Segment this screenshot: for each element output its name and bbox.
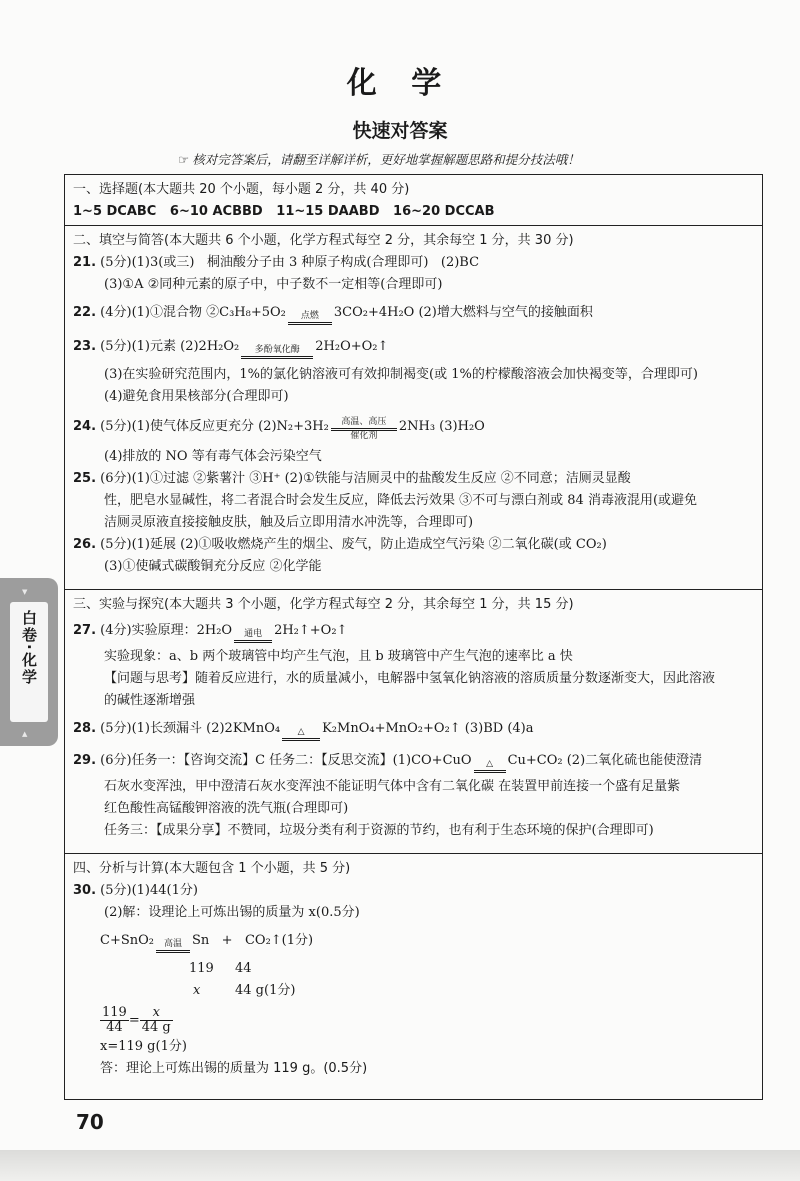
q29-line1: 29. (6分)任务一：【咨询交流】C 任务二：【反思交流】(1)CO+CuO △ Cu+CO₂ (2)二氧化硫也能使澄清 xyxy=(73,746,754,776)
pointing-hand-icon: ☞ xyxy=(178,152,190,167)
q24-line1: 24. (5分)(1)使气体反应更充分 (2)N₂+3H₂ 高温、高压 催化剂 2NH₃ (3)H₂O xyxy=(73,417,485,441)
section-header: 四、分析与计算(本大题包含 1 个小题，共 5 分) xyxy=(73,861,351,876)
q30-ratio-row1: 119 44 xyxy=(189,961,252,976)
reaction-arrow: △ xyxy=(474,760,506,773)
triangle-up-icon: ▼ xyxy=(22,588,28,596)
section-experiment xyxy=(65,590,762,854)
side-tab xyxy=(0,578,58,746)
q21-line1: 21. (5分)(1)3(或三) 桐油酸分子由 3 种原子构成(合理即可) (2)BC xyxy=(73,255,480,270)
reaction-arrow: 多酚氧化酶 xyxy=(241,346,313,359)
reaction-arrow: 通电 xyxy=(234,630,272,643)
side-tab-label: 白卷·化学 xyxy=(20,610,38,686)
section-choice xyxy=(65,175,762,226)
section-fill xyxy=(65,226,762,590)
q23-line3: (4)避免食用果核部分(合理即可) xyxy=(104,389,289,404)
q30-answer: 答：理论上可炼出锡的质量为 119 g。(0.5分) xyxy=(100,1061,368,1076)
q27-line3: 【问题与思考】随着反应进行，水的质量减小，电解器中氢氧化钠溶液的溶质质量分数逐渐变大，因此溶液 xyxy=(104,671,716,686)
tip-text: 核对完答案后，请翻至详解详析，更好地掌握解题思路和提分技法哦！ xyxy=(192,152,580,167)
q25-line3: 洁厕灵原液直接接触皮肤，触及后立即用清水冲洗等，合理即可) xyxy=(104,515,474,530)
page-number: 70 xyxy=(76,1110,104,1134)
tip-line xyxy=(178,150,580,168)
reaction-arrow: 高温、高压 催化剂 xyxy=(331,418,397,441)
q22-line1: 22. (4分)(1)①混合物 ②C₃H₈+5O₂ 点燃 3CO₂+4H₂O (2)增大燃料与空气的接触面积 xyxy=(73,296,754,330)
page-subtitle: 快速对答案 xyxy=(352,120,448,142)
reaction-arrow: △ xyxy=(282,728,320,741)
section-header: 二、填空与简答(本大题共 6 个小题，化学方程式每空 2 分，其余每空 1 分，共 30 分) xyxy=(73,233,574,248)
q26-line2: (3)①使碱式碳酸铜充分反应 ②化学能 xyxy=(104,559,322,574)
q30-line2: (2)解：设理论上可炼出锡的质量为 x(0.5分) xyxy=(104,905,360,920)
choice-answers: 1~5 DCABC 6~10 ACBBD 11~15 DAABD 16~20 DCCAB xyxy=(73,204,495,219)
q27-line1: 27. (4分)实验原理：2H₂O 通电 2H₂↑+O₂↑ xyxy=(73,616,754,646)
section-header: 一、选择题(本大题共 20 个小题，每小题 2 分，共 40 分) xyxy=(73,182,410,197)
q27-line4: 的碱性逐渐增强 xyxy=(104,693,196,708)
q21-line2: (3)①A ②同种元素的原子中，中子数不一定相等(合理即可) xyxy=(104,277,443,292)
answer-box xyxy=(64,174,763,1100)
q27-line2: 实验现象：a、b 两个玻璃管中均产生气泡，且 b 玻璃管中产生气泡的速率比 a 快 xyxy=(104,649,573,664)
reaction-arrow: 点燃 xyxy=(288,312,332,325)
q28-line1: 28. (5分)(1)长颈漏斗 (2)2KMnO₄ △ K₂MnO₄+MnO₂+O₂↑ (3)BD (4)a xyxy=(73,712,754,746)
section-calculation xyxy=(65,854,762,1099)
q30-proportion: $\frac{119}{44}$ = $\frac{x}{44 g}$ xyxy=(102,1005,171,1035)
q30-equation: C+SnO₂ 高温 Sn + CO₂↑(1分) xyxy=(73,924,754,958)
q23-line2: (3)在实验研究范围内，1%的氯化钠溶液可有效抑制褐变(或 1%的柠檬酸溶液会加快褐变等，合理即可) xyxy=(104,367,698,382)
q30-line1: 30. (5分)(1)44(1分) xyxy=(73,883,198,898)
q23-line1: 23. (5分)(1)元素 (2)2H₂O₂ 多酚氧化酶 2H₂O+O₂↑ xyxy=(73,330,754,364)
q25-line2: 性，肥皂水显碱性，将二者混合时会发生反应，降低去污效果 ③不可与漂白剂或 84 消毒液混用(或避免 xyxy=(104,493,698,508)
triangle-down-icon: ▲ xyxy=(22,730,28,738)
q26-line1: 26. (5分)(1)延展 (2)①吸收燃烧产生的烟尘、废气，防止造成空气污染 ②二氧化碳(或 CO₂) xyxy=(73,537,607,552)
page-title: 化 学 xyxy=(346,66,454,101)
q29-line4: 任务三：【成果分享】不赞同，垃圾分类有利于资源的节约，也有利于生态环境的保护(合理即可) xyxy=(104,823,654,838)
q30-solution: x=119 g(1分) xyxy=(100,1039,187,1054)
q29-line2: 石灰水变浑浊，甲中澄清石灰水变浑浊不能证明气体中含有二氧化碳 在装置甲前连接一个盛有足量紫 xyxy=(104,779,681,794)
q24-line2: (4)排放的 NO 等有毒气体会污染空气 xyxy=(104,449,322,464)
q30-ratio-row2: x 44 g(1分) xyxy=(193,983,296,998)
q29-line3: 红色酸性高锰酸钾溶液的洗气瓶(合理即可) xyxy=(104,801,349,816)
page-edge-shadow xyxy=(0,1150,800,1181)
section-header: 三、实验与探究(本大题共 3 个小题，化学方程式每空 2 分，其余每空 1 分，共 15 分) xyxy=(73,597,574,612)
q25-line1: 25. (6分)(1)①过滤 ②紫薯汁 ③H⁺ (2)①铁能与洁厕灵中的盐酸发生反应 ②不同意；洁厕灵显酸 xyxy=(73,471,631,486)
reaction-arrow: 高温 xyxy=(156,940,190,953)
